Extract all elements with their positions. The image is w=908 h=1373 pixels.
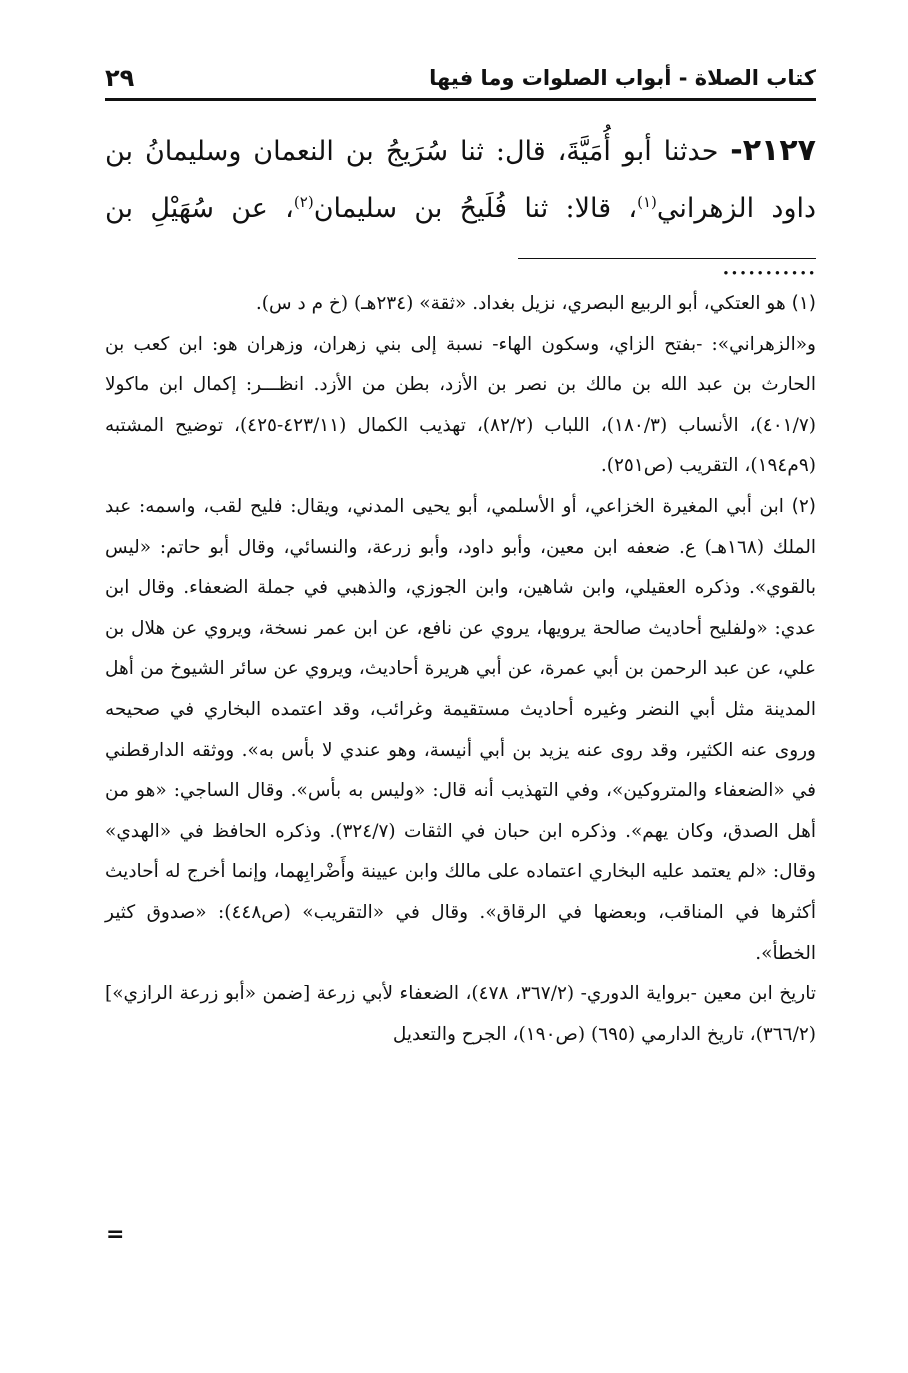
page-number: ٢٩ (105, 64, 135, 92)
footnote-2-continuation: تاريخ ابن معين -برواية الدوري- (٣٦٧/٢، ٤٧٨)، الضعفاء لأبي زرعة [ضمن «أبو زرعة الرازي»] (٣٦٦/٢)، تاريخ الدارمي (٦٩٥) (ص١٩٠)، الجرح والتعديل (105, 983, 816, 1045)
chapter-title: كتاب الصلاة - أبواب الصلوات وما فيها (429, 66, 816, 90)
footnote-separator (518, 258, 816, 259)
hadith-text (105, 122, 816, 294)
footnote-ref-1: (١) (637, 193, 657, 211)
hadith-text-part2: ، قالا: ثنا فُلَيحُ بن سليمان (313, 193, 638, 224)
running-header (105, 56, 816, 96)
hadith-text-part3: ، عن سُهَيْلِ بن ........... (105, 193, 816, 281)
footnotes (105, 284, 816, 1055)
header-rule (105, 98, 816, 101)
continuation-mark: = (106, 1222, 125, 1247)
footnote-1 (105, 284, 816, 325)
hadith-text-part1: حدثنا أبو أُمَيَّةَ، قال: ثنا سُرَيجُ بن النعمان وسليمانُ بن داود الزهراني (105, 136, 817, 224)
footnote-ref-2: (٢) (293, 193, 314, 211)
footnote-2 (105, 487, 816, 974)
hadith-number: ٢١٢٧- (730, 133, 816, 168)
footnote-1-text: هو العتكي، أبو الربيع البصري، نزيل بغداد. «ثقة» (٢٣٤هـ) (خ م د س). (255, 293, 786, 314)
footnote-1-label: (١) (791, 293, 816, 314)
footnote-2-label: (٢) (791, 495, 816, 517)
footnote-2-text: ابن أبي المغيرة الخزاعي، أو الأسلمي، أبو يحيى المدني، ويقال: فليح لقب، واسمه: عبد الملك (١٦٨هـ) ع. ضعفه ابن معين، وأبو داود، وأبو زرعة، والنسائي، وقال أبو حاتم: «ليس بالقوي». وذكره العقيلي، وابن شاهين، وابن الجوزي، والذهبي في جملة الضعفاء. وقال ابن عدي: «ولفليح أحاديث صالحة يرويها، يروي عن نافع، عن ابن عمر نسخة، ويروي عن هلال بن علي، عن عبد الرحمن بن أبي عمرة، عن أبي هريرة أحاديث، ويروي عن سائر الشيوخ من أهل المدينة مثل أبي النضر وغيره أحاديث مستقيمة وغرائب، وقد اعتمده البخاري في صحيحه وروى عنه الكثير، وقد روى عنه يزيد بن أبي أنيسة، وهو عندي لا بأس به». ووثقه الدارقطني في «الضعفاء والمتروكين»، وفي التهذيب أنه قال: «وليس به بأس». وقال الساجي: «هو من أهل الصدق، وكان يهم». وذكره ابن حبان في الثقات (٣٢٤/٧). وذكره الحافظ في «الهدي» وقال: «لم يعتمد عليه البخاري اعتماده على مالك وابن عيينة وأَضْرابِهما، وإنما أخرج له أحاديث أكثرها في المناقب، وبعضها في الرقاق». وقال في «التقريب» (ص٤٤٨): «صدوق كثير الخطأ». (105, 495, 816, 964)
footnote-1-continuation: و«الزهراني»: -بفتح الزاي، وسكون الهاء- نسبة إلى بني زهران، وزهران هو: ابن كعب بن الحارث بن عبد الله بن مالك بن نصر بن الأزد، بطن من الأزد. انظـــر: إكمال ابن ماكولا (٤٠١/٧)، الأنساب (١٨٠/٣)، اللباب (٨٢/٢)، تهذيب الكمال (٤٢٣/١١-٤٢٥)، توضيح المشتبه (٩م١٩٤)، التقريب (ص٢٥١). (105, 333, 816, 477)
